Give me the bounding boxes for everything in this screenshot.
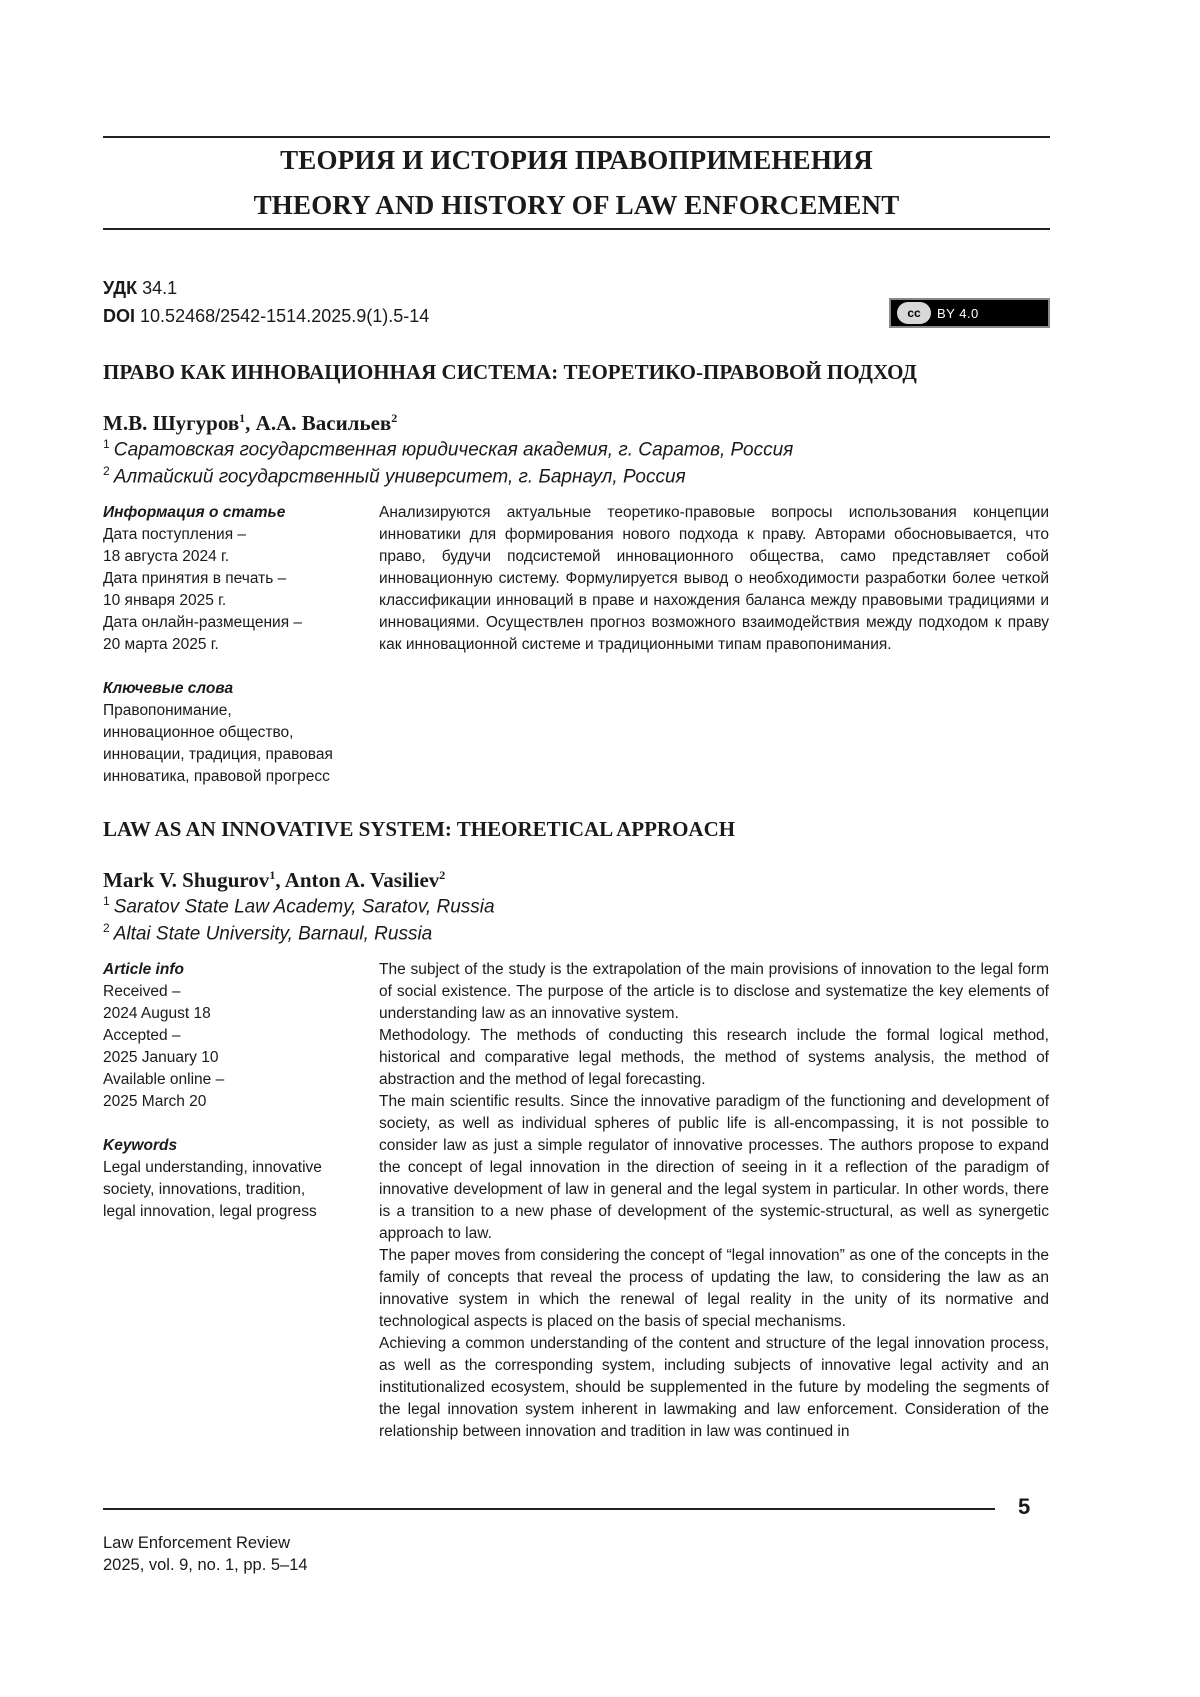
keywords-line: инновационное общество, — [103, 724, 294, 741]
info-line: 20 марта 2025 г. — [103, 636, 219, 653]
info-line: 2025 January 10 — [103, 1049, 219, 1066]
author-name: Anton A. Vasiliev — [284, 868, 440, 892]
info-line: Дата онлайн-размещения – — [103, 614, 303, 631]
article-title-en: LAW AS AN INNOVATIVE SYSTEM: THEORETICAL APPROACH — [103, 817, 736, 841]
affiliation-sup: 1 — [103, 437, 110, 451]
author-sup: 1 — [269, 868, 276, 882]
affiliation-en-1 — [103, 894, 495, 918]
keywords-line: legal innovation, legal progress — [103, 1203, 317, 1220]
info-line: 2025 March 20 — [103, 1093, 207, 1110]
affiliation-text: Алтайский государственный университет, г. Барнаул, Россия — [113, 466, 686, 488]
doi-line — [103, 306, 429, 327]
info-line: Accepted – — [103, 1027, 181, 1044]
author-name: М.В. Шугуров — [103, 411, 240, 435]
affiliation-sup: 2 — [103, 921, 110, 935]
article-info-heading: Article info — [103, 961, 184, 978]
journal-footer — [103, 1532, 308, 1576]
author-sup: 2 — [391, 411, 398, 425]
affiliation-sup: 1 — [103, 894, 110, 908]
info-line: 2024 August 18 — [103, 1005, 211, 1022]
abstract-paragraph: Achieving a common understanding of the content and structure of the legal innovation process, as well as the corresponding system, including subjects of innovative legal activity and an institutionalized ecosystem, should be supplemented in the future by modeling the segments of the legal innovation system inherent in lawmaking and law enforcement. Consideration of the relationship between innovation and tradition in law was continued in — [379, 1335, 1049, 1440]
journal-name: Law Enforcement Review — [103, 1534, 291, 1552]
doi-value: 10.52468/2542-1514.2025.9(1).5-14 — [140, 306, 430, 326]
article-info-en — [103, 959, 363, 1223]
section-title-en: THEORY AND HISTORY OF LAW ENFORCEMENT — [253, 190, 900, 220]
authors-ru — [103, 411, 397, 436]
info-line: 18 августа 2024 г. — [103, 548, 230, 565]
author-sup: 2 — [439, 868, 446, 882]
header-top-rule — [103, 136, 1050, 138]
keywords-line: Правопонимание, — [103, 702, 232, 719]
affiliation-sup: 2 — [103, 464, 110, 478]
udk-line — [103, 278, 177, 299]
udk-label: УДК — [103, 278, 138, 298]
creative-commons-icon: cc — [897, 302, 931, 324]
keywords-line: инноватика, правовой прогресс — [103, 768, 330, 785]
authors-en — [103, 868, 445, 893]
affiliation-text: Altai State University, Barnaul, Russia — [113, 923, 433, 945]
journal-issue: 2025, vol. 9, no. 1, pp. 5–14 — [103, 1556, 308, 1574]
author-separator: , — [275, 868, 285, 892]
affiliation-ru-1 — [103, 437, 793, 461]
abstract-paragraph: The subject of the study is the extrapolation of the main provisions of innovation to the legal form of social existence. The purpose of the article is to disclose and systematize the key elements of understanding law as an innovative system. — [379, 961, 1049, 1022]
keywords-line: инновации, традиция, правовая — [103, 746, 333, 763]
article-title-ru: ПРАВО КАК ИННОВАЦИОННАЯ СИСТЕМА: ТЕОРЕТИКО-ПРАВОВОЙ ПОДХОД — [103, 360, 917, 384]
info-line: Дата принятия в печать – — [103, 570, 287, 587]
footer-rule — [103, 1508, 995, 1510]
affiliation-text: Saratov State Law Academy, Saratov, Russia — [113, 896, 495, 918]
author-sup: 1 — [239, 411, 246, 425]
abstract-en — [379, 959, 1049, 1443]
author-separator: , — [245, 411, 256, 435]
doi-label: DOI — [103, 306, 136, 326]
abstract-paragraph: The paper moves from considering the concept of “legal innovation” as one of the concepts in the family of concepts that reveal the process of updating the law, to considering the law as an innovative system in which the renewal of legal reality in the unity of its normative and technological aspects is placed on the basis of special mechanisms. — [379, 1247, 1049, 1330]
affiliation-ru-2 — [103, 464, 686, 488]
keywords-line: Legal understanding, innovative — [103, 1159, 322, 1176]
article-info-ru — [103, 502, 363, 788]
affiliation-en-2 — [103, 921, 432, 945]
udk-value: 34.1 — [142, 278, 178, 298]
cc-license-badge[interactable] — [889, 298, 1050, 328]
page-number: 5 — [1018, 1494, 1031, 1519]
info-line: 10 января 2025 г. — [103, 592, 227, 609]
author-name: Mark V. Shugurov — [103, 868, 270, 892]
author-name: А.А. Васильев — [255, 411, 392, 435]
abstract-paragraph: Анализируются актуальные теоретико-правовые вопросы использования концепции инноватики для формирования нового подхода к праву. Авторами обосновывается, что право, будучи подсистемой инновационного общества, само представляет собой инновационную систему. Формулируется вывод о необходимости разработки более четкой классификации инноваций в праве и нахождения баланса между правовыми традициями и инновациями. Осуществлен прогноз возможного взаимодействия между подходом к праву как инновационной системе и традиционными типам правопонимания. — [379, 504, 1049, 653]
spacer — [103, 1113, 363, 1135]
license-label: BY 4.0 — [937, 305, 979, 321]
header-bottom-rule — [103, 228, 1050, 230]
info-line: Дата поступления – — [103, 526, 247, 543]
info-line: Available online – — [103, 1071, 225, 1088]
keywords-heading: Keywords — [103, 1137, 178, 1154]
keywords-line: society, innovations, tradition, — [103, 1181, 306, 1198]
affiliation-text: Саратовская государственная юридическая академия, г. Саратов, Россия — [113, 439, 794, 461]
keywords-heading: Ключевые слова — [103, 680, 234, 697]
info-line: Received – — [103, 983, 181, 1000]
abstract-paragraph: The main scientific results. Since the innovative paradigm of the functioning and development of society, as well as individual spheres of public life is all-encompassing, it is not possible to consider law as just a simple regulator of innovative processes. The authors propose to expand the concept of legal innovation in the direction of seeing in it a reflection of the paradigm of innovative development of law in general and the legal system in particular. In other words, there is a transition to a new phase of development of the systemic-structural, as well as synergetic approach to law. — [379, 1093, 1049, 1242]
spacer — [103, 656, 363, 678]
article-info-heading: Информация о статье — [103, 504, 286, 521]
abstract-paragraph: Methodology. The methods of conducting this research include the formal logical method, historical and comparative legal methods, the method of systems analysis, the method of abstraction and the method of legal forecasting. — [379, 1027, 1049, 1088]
abstract-ru — [379, 502, 1049, 656]
section-title-ru: ТЕОРИЯ И ИСТОРИЯ ПРАВОПРИМЕНЕНИЯ — [280, 145, 873, 175]
